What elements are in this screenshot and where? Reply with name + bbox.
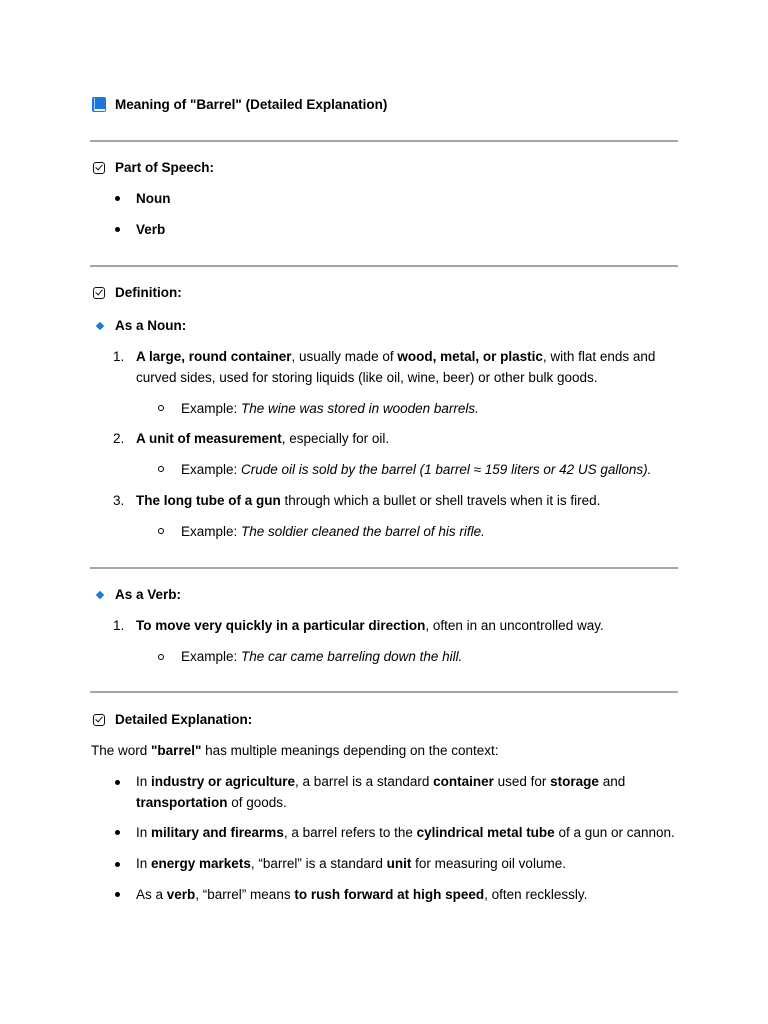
list-item: To move very quickly in a particular direction, often in an uncontrolled way. bbox=[136, 618, 604, 633]
list-number: 3. bbox=[113, 493, 125, 508]
detailed-intro: The word "barrel" has multiple meanings depending on the context: bbox=[91, 743, 499, 758]
list-number: 1. bbox=[113, 349, 125, 364]
list-item: The long tube of a gun through which a bullet or shell travels when it is fired. bbox=[136, 493, 601, 508]
list-item-continuation: curved sides, used for storing liquids (like oil, wine, beer) or other bulk goods. bbox=[136, 370, 598, 385]
list-item: A unit of measurement, especially for oil. bbox=[136, 431, 390, 446]
blue-book-icon bbox=[92, 97, 106, 112]
example: Example: The car came barreling down the hill. bbox=[181, 649, 463, 664]
page-title: Meaning of "Barrel" (Detailed Explanation) bbox=[115, 97, 388, 112]
circle-bullet-icon bbox=[158, 466, 164, 472]
verb-heading: As a Verb: bbox=[115, 587, 182, 602]
list-number: 1. bbox=[113, 618, 125, 633]
list-item: As a verb, “barrel” means to rush forward at high speed, often recklessly. bbox=[136, 887, 588, 902]
divider bbox=[90, 140, 678, 142]
list-number: 2. bbox=[113, 431, 125, 446]
list-item: A large, round container, usually made of wood, metal, or plastic, with flat ends and bbox=[136, 349, 656, 364]
noun-heading: As a Noun: bbox=[115, 318, 187, 333]
diamond-icon bbox=[96, 591, 104, 599]
bullet-icon bbox=[115, 780, 120, 785]
divider bbox=[90, 567, 678, 569]
diamond-icon bbox=[96, 322, 104, 330]
detailed-heading: Detailed Explanation: bbox=[115, 712, 253, 727]
bullet-icon bbox=[115, 227, 120, 232]
example: Example: The wine was stored in wooden barrels. bbox=[181, 401, 479, 416]
circle-bullet-icon bbox=[158, 654, 164, 660]
list-item-continuation: transportation of goods. bbox=[136, 795, 287, 810]
example: Example: The soldier cleaned the barrel of his rifle. bbox=[181, 524, 485, 539]
pos-item-verb: Verb bbox=[136, 222, 166, 237]
divider bbox=[90, 265, 678, 267]
checkbox-icon bbox=[93, 162, 105, 174]
circle-bullet-icon bbox=[158, 405, 164, 411]
list-item: In industry or agriculture, a barrel is a standard container used for storage and bbox=[136, 774, 626, 789]
part-of-speech-heading: Part of Speech: bbox=[115, 160, 215, 175]
pos-item-noun: Noun bbox=[136, 191, 171, 206]
checkbox-icon bbox=[93, 714, 105, 726]
bullet-icon bbox=[115, 862, 120, 867]
checkbox-icon bbox=[93, 287, 105, 299]
example: Example: Crude oil is sold by the barrel (1 barrel ≈ 159 liters or 42 US gallons). bbox=[181, 462, 652, 477]
definition-heading: Definition: bbox=[115, 285, 182, 300]
circle-bullet-icon bbox=[158, 528, 164, 534]
bullet-icon bbox=[115, 892, 120, 897]
list-item: In energy markets, “barrel” is a standard unit for measuring oil volume. bbox=[136, 856, 566, 871]
divider bbox=[90, 691, 678, 693]
bullet-icon bbox=[115, 196, 120, 201]
bullet-icon bbox=[115, 830, 120, 835]
list-item: In military and firearms, a barrel refers to the cylindrical metal tube of a gun or cannon. bbox=[136, 825, 675, 840]
